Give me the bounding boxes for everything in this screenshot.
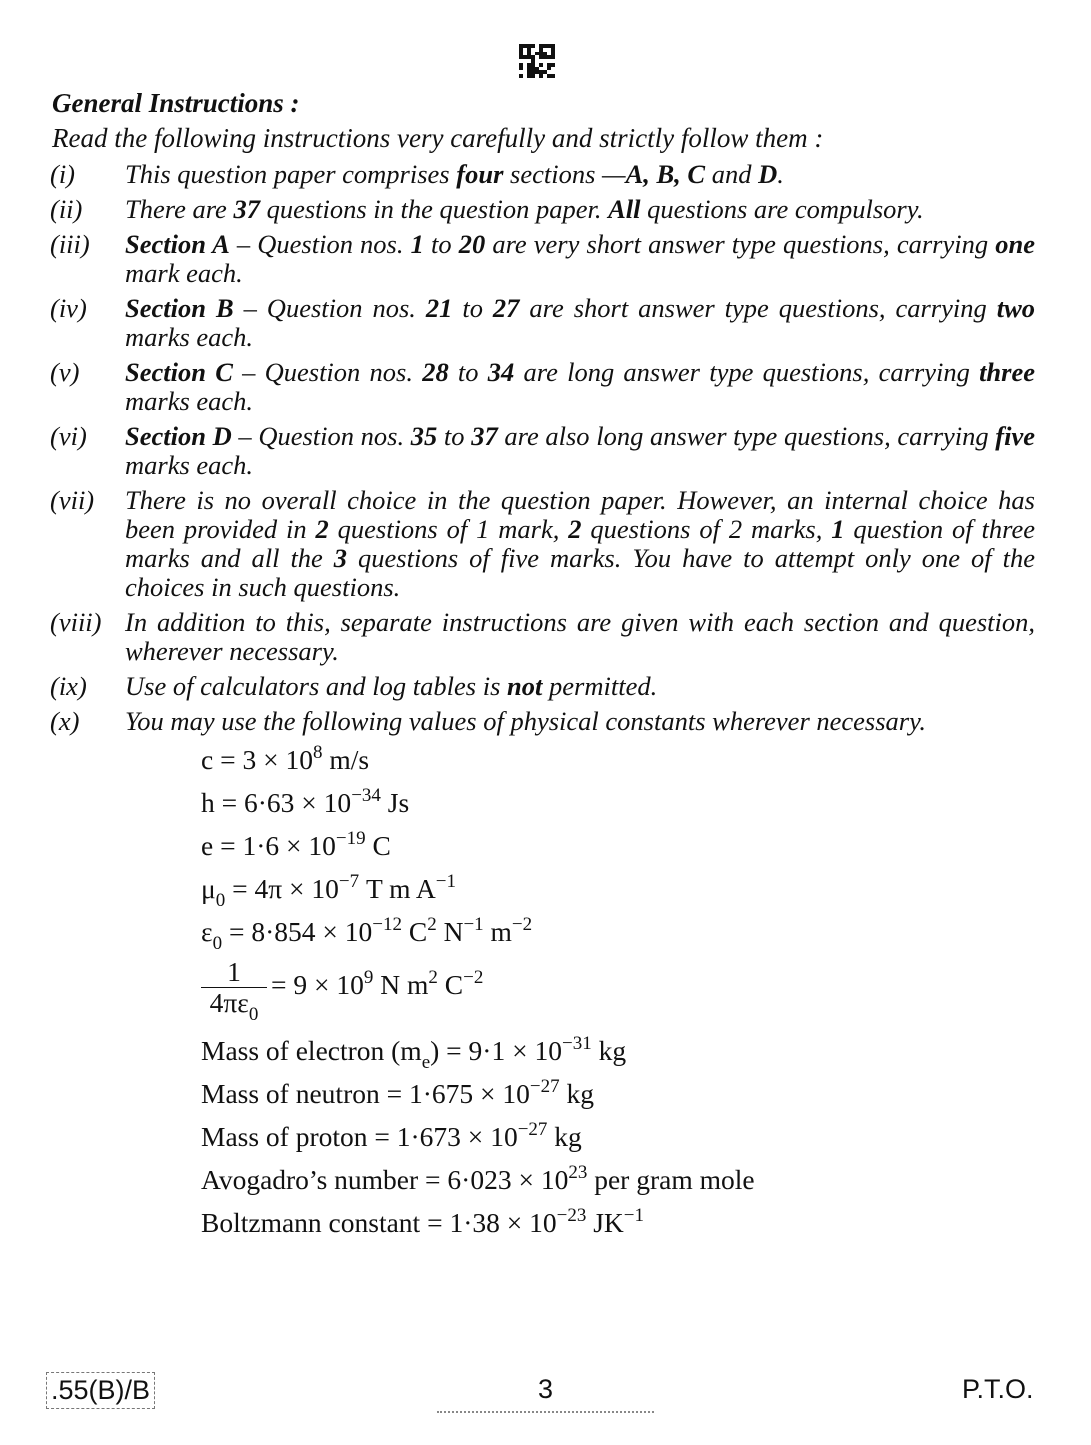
- subscript: 0: [248, 1004, 259, 1025]
- text: marks each.: [125, 386, 254, 416]
- instruction-text: [125, 707, 1035, 736]
- constant-line: [201, 957, 1035, 1029]
- bold-text: 35: [410, 421, 438, 451]
- bold-text: five: [995, 421, 1036, 451]
- constant-line: [201, 785, 1035, 828]
- instruction-text: [125, 358, 1035, 416]
- instruction-item: [50, 486, 1035, 602]
- text: to: [437, 421, 472, 451]
- bold-text: Section B: [125, 293, 234, 323]
- bold-text: 28: [422, 357, 449, 387]
- bold-text: 1: [831, 514, 845, 544]
- superscript: −7: [338, 871, 360, 892]
- superscript: −1: [463, 914, 484, 935]
- superscript: −27: [517, 1119, 548, 1140]
- superscript: −34: [351, 785, 381, 806]
- text: questions in the question paper.: [259, 194, 609, 224]
- subscript: 0: [212, 933, 223, 954]
- text: m: [483, 916, 512, 947]
- instruction-item: [50, 230, 1035, 288]
- text: sections —: [503, 159, 626, 189]
- superscript: −1: [435, 871, 457, 892]
- text: marks each.: [125, 450, 254, 480]
- text: kg: [547, 1121, 582, 1152]
- superscript: 23: [568, 1162, 588, 1183]
- qr-code: [519, 44, 555, 78]
- bold-text: four: [456, 159, 504, 189]
- instruction-text: [125, 160, 1035, 189]
- text: = 8·854 × 10: [222, 916, 373, 947]
- subscript: 0: [215, 890, 226, 911]
- bold-text: two: [996, 293, 1036, 323]
- instruction-number: (ix): [50, 671, 87, 701]
- text: questions of five marks. You have to attempt only one of the choices in such questions.: [125, 543, 1035, 602]
- text: = 9 × 10: [271, 968, 364, 1000]
- text: questions of 1 mark,: [328, 514, 569, 544]
- text: to: [448, 357, 488, 387]
- bold-text: 37: [471, 421, 498, 451]
- superscript: 9: [363, 966, 374, 988]
- text: per gram mole: [587, 1164, 755, 1195]
- text: Boltzmann constant = 1·38 × 10: [201, 1207, 557, 1238]
- bold-text: 2: [568, 514, 582, 544]
- text: ) = 9·1 × 10: [430, 1035, 562, 1066]
- text: ε: [201, 916, 213, 947]
- text: – Question nos.: [229, 229, 411, 259]
- superscript: 8: [312, 742, 323, 763]
- constant-line: [201, 1033, 1035, 1076]
- text: are also long answer type questions, carrying: [497, 421, 996, 451]
- superscript: −31: [561, 1033, 592, 1054]
- text: m/s: [322, 744, 370, 775]
- bold-text: 27: [492, 293, 520, 323]
- bold-text: 34: [487, 357, 515, 387]
- bold-text: Section A: [125, 229, 230, 259]
- text: kg: [591, 1035, 627, 1066]
- bold-text: 3: [333, 543, 348, 573]
- text: c = 3 × 10: [201, 744, 313, 775]
- please-turn-over: P.T.O.: [962, 1374, 1034, 1404]
- instructions-intro: Read the following instructions very carefully and strictly follow them :: [52, 123, 824, 153]
- instruction-number: (iv): [50, 293, 87, 323]
- bold-text: Section D: [125, 421, 232, 451]
- text: – Question nos.: [233, 293, 426, 323]
- instruction-item: [50, 422, 1035, 480]
- text: Mass of proton = 1·673 × 10: [201, 1121, 518, 1152]
- superscript: −12: [372, 914, 402, 935]
- instructions-list: [50, 160, 1035, 736]
- physical-constants: [201, 742, 1035, 1248]
- text: – Question nos.: [231, 421, 411, 451]
- text: In addition to this, separate instructions are given with each section and question, wherever necessary.: [125, 607, 1035, 666]
- constant-line: [201, 914, 1035, 957]
- text: Use of calculators and log tables is: [125, 671, 508, 701]
- text: = 4π × 10: [225, 873, 339, 904]
- instruction-item: [50, 707, 1035, 736]
- text: μ: [201, 873, 216, 904]
- text: to: [423, 229, 459, 259]
- instruction-number: (v): [50, 357, 80, 387]
- bold-text: 20: [458, 229, 486, 259]
- text: h = 6·63 × 10: [201, 787, 352, 818]
- instruction-text: [125, 608, 1035, 666]
- text: N: [436, 916, 464, 947]
- instruction-item: [50, 195, 1035, 224]
- bold-text: 1: [410, 229, 424, 259]
- text: permitted.: [542, 671, 658, 701]
- bold-text: 37: [233, 194, 260, 224]
- main-content: [50, 160, 1035, 1248]
- bold-text: 21: [425, 293, 453, 323]
- instruction-item: [50, 672, 1035, 701]
- instruction-number: (vi): [50, 421, 87, 451]
- bold-text: All: [608, 194, 641, 224]
- fraction-numerator: 1: [201, 957, 267, 988]
- instruction-text: [125, 486, 1035, 602]
- text: Mass of neutron = 1·675 × 10: [201, 1078, 530, 1109]
- text: T m A: [359, 873, 436, 904]
- superscript: −2: [511, 914, 533, 935]
- bold-text: one: [995, 229, 1035, 259]
- bold-text: D: [758, 159, 778, 189]
- instruction-number: (vii): [50, 485, 95, 515]
- constant-line: [201, 1205, 1035, 1248]
- instruction-item: [50, 294, 1035, 352]
- text: to: [452, 293, 493, 323]
- instruction-number: (viii): [50, 607, 102, 637]
- superscript: −27: [529, 1076, 560, 1097]
- superscript: −19: [335, 828, 366, 849]
- text: Avogadro’s number = 6·023 × 10: [201, 1164, 569, 1195]
- constant-line: [201, 828, 1035, 871]
- superscript: −23: [556, 1205, 587, 1226]
- text: Mass of electron (m: [201, 1035, 422, 1066]
- bold-text: Section C: [125, 357, 233, 387]
- text: There is no overall choice in the question paper. However, an internal choice has been provided in: [125, 485, 1035, 544]
- instruction-item: [50, 358, 1035, 416]
- text: are long answer type questions, carrying: [514, 357, 980, 387]
- constant-line: [201, 871, 1035, 914]
- bold-text: 2: [315, 514, 329, 544]
- text: questions of 2 marks,: [581, 514, 832, 544]
- text: N m: [373, 968, 429, 1000]
- superscript: 2: [428, 966, 438, 988]
- text: marks each.: [125, 322, 254, 352]
- text: mark each.: [125, 258, 243, 288]
- footer-divider: [437, 1411, 654, 1413]
- paper-code: .55(B)/B: [46, 1372, 155, 1409]
- constant-line: [201, 1076, 1035, 1119]
- instruction-number: (i): [50, 159, 76, 189]
- constant-line: [201, 1119, 1035, 1162]
- text: kg: [559, 1078, 594, 1109]
- instruction-number: (iii): [50, 229, 90, 259]
- superscript: −1: [623, 1205, 644, 1226]
- text: – Question nos.: [232, 357, 423, 387]
- text: C: [401, 916, 428, 947]
- text: C: [365, 830, 391, 861]
- bold-text: A, B, C: [625, 159, 706, 189]
- text: C: [437, 968, 464, 1000]
- text: There are: [125, 194, 234, 224]
- bold-text: three: [979, 357, 1035, 387]
- instructions-heading: General Instructions :: [52, 88, 300, 118]
- page-number: 3: [538, 1374, 554, 1404]
- fraction: [201, 956, 267, 1025]
- text: This question paper comprises: [125, 159, 457, 189]
- text: question of three marks and all the: [125, 514, 1036, 573]
- instruction-number: (x): [50, 706, 80, 736]
- subscript: e: [421, 1052, 431, 1073]
- text: Js: [380, 787, 410, 818]
- text: JK: [586, 1207, 624, 1238]
- text: e = 1·6 × 10: [201, 830, 336, 861]
- instruction-text: [125, 672, 1035, 701]
- text: and: [705, 159, 759, 189]
- instruction-text: [125, 422, 1035, 480]
- constant-line: [201, 1162, 1035, 1205]
- superscript: 2: [427, 914, 437, 935]
- instruction-text: [125, 195, 1035, 224]
- instruction-item: [50, 160, 1035, 189]
- instruction-item: [50, 608, 1035, 666]
- text: 4πε: [209, 987, 249, 1018]
- text: are short answer type questions, carrying: [519, 293, 997, 323]
- text: questions are compulsory.: [640, 194, 924, 224]
- instruction-number: (ii): [50, 194, 83, 224]
- instruction-text: [125, 294, 1035, 352]
- superscript: −2: [463, 966, 484, 988]
- fraction-denominator: [209, 987, 259, 1025]
- text: are very short answer type questions, carrying: [485, 229, 996, 259]
- text: You may use the following values of physical constants wherever necessary.: [125, 706, 927, 736]
- bold-text: not: [507, 671, 543, 701]
- text: .: [777, 159, 784, 189]
- instruction-text: [125, 230, 1035, 288]
- constant-line: [201, 742, 1035, 785]
